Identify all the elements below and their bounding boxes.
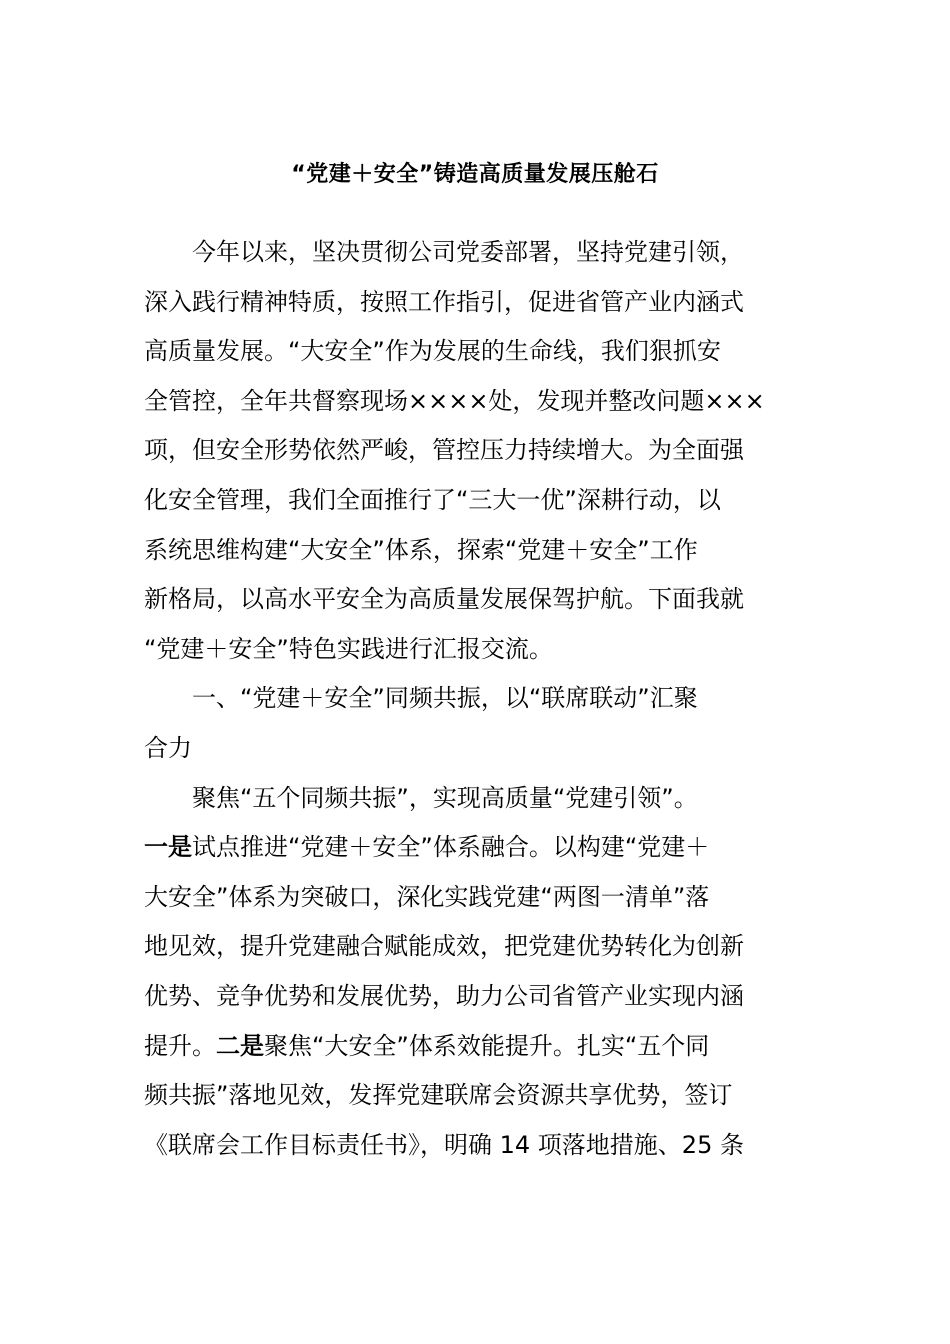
paragraph-text: 聚焦“大安全”体系效能提升。扎实“五个同 bbox=[264, 1031, 710, 1060]
paragraph-line: 《联席会工作目标责任书》，明确 14 项落地措施、25 条 bbox=[144, 1130, 744, 1159]
paragraph-line: 聚焦“五个同频共振”，实现高质量“党建引领”。 bbox=[192, 783, 698, 812]
bold-marker: 一是 bbox=[144, 833, 192, 862]
paragraph-line: 高质量发展。“大安全”作为发展的生命线，我们狠抓安 bbox=[144, 337, 721, 366]
section-heading-line: 合力 bbox=[144, 733, 192, 762]
paragraph-line: 深入践行精神特质，按照工作指引，促进省管产业内涵式 bbox=[144, 287, 744, 316]
paragraph-line: 频共振”落地见效，发挥党建联席会资源共享优势，签订 bbox=[144, 1081, 733, 1110]
paragraph-line: 系统思维构建“大安全”体系，探索“党建＋安全”工作 bbox=[144, 535, 698, 564]
paragraph-line: 地见效，提升党建融合赋能成效，把党建优势转化为创新 bbox=[144, 932, 744, 961]
paragraph-line: 大安全”体系为突破口，深化实践党建“两图一清单”落 bbox=[144, 882, 710, 911]
section-heading-line: 一、“党建＋安全”同频共振，以“联席联动”汇聚 bbox=[192, 684, 698, 713]
paragraph-line: 优势、竞争优势和发展优势，助力公司省管产业实现内涵 bbox=[144, 981, 744, 1010]
paragraph-line: 新格局，以高水平安全为高质量发展保驾护航。下面我就 bbox=[144, 585, 744, 614]
paragraph-line: 项，但安全形势依然严峻，管控压力持续增大。为全面强 bbox=[144, 436, 744, 465]
document-body bbox=[144, 228, 824, 1170]
paragraph-line: “党建＋安全”特色实践进行汇报交流。 bbox=[144, 634, 553, 663]
paragraph-text: 试点推进“党建＋安全”体系融合。以构建“党建＋ bbox=[192, 833, 710, 862]
paragraph-line bbox=[144, 1022, 824, 1072]
paragraph-line bbox=[144, 823, 824, 873]
paragraph-line: 化安全管理，我们全面推行了“三大一优”深耕行动，以 bbox=[144, 485, 721, 514]
paragraph-line: 全管控，全年共督察现场××××处，发现并整改问题××× bbox=[144, 386, 765, 415]
document-title: “党建＋安全”铸造高质量发展压舱石 bbox=[291, 162, 659, 187]
paragraph-text: 提升。 bbox=[144, 1031, 216, 1060]
bold-marker: 二是 bbox=[216, 1031, 264, 1060]
paragraph-line: 今年以来，坚决贯彻公司党委部署，坚持党建引领， bbox=[192, 238, 744, 266]
